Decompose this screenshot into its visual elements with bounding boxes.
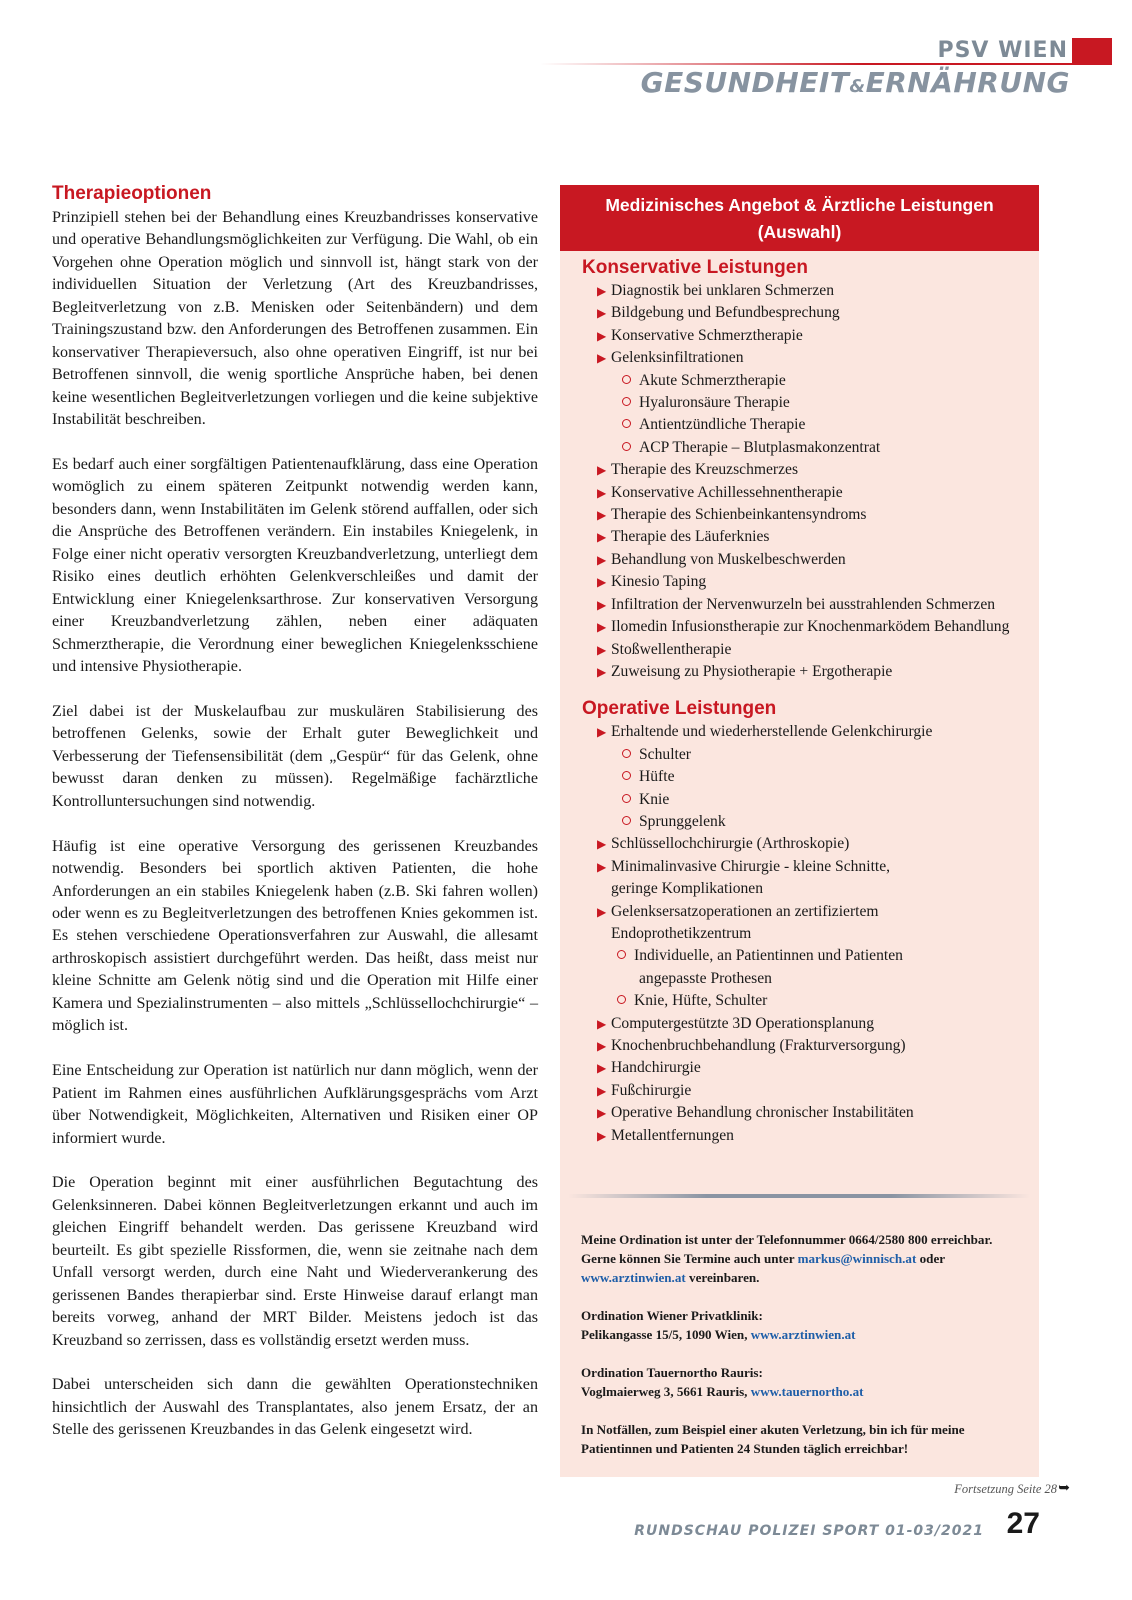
triangle-bullet-icon: ▶ <box>597 642 607 657</box>
triangle-bullet-icon: ▶ <box>597 664 607 679</box>
sub-list-item-continuation: angepasste Prothesen <box>639 969 772 987</box>
contact-divider <box>568 1194 1030 1198</box>
triangle-bullet-icon: ▶ <box>597 620 607 635</box>
title-part-2: ERNÄHRUNG <box>865 66 1070 99</box>
triangle-bullet-icon: ▶ <box>597 485 607 500</box>
arrow-right-icon: ➥ <box>1058 1481 1070 1496</box>
triangle-bullet-icon: ▶ <box>597 328 607 343</box>
contact-block <box>581 1230 1029 1477</box>
triangle-bullet-icon: ▶ <box>597 284 607 298</box>
conservative-heading: Konservative Leistungen <box>582 257 808 278</box>
article-paragraph: Es bedarf auch einer sorgfältigen Patientenaufklärung, dass eine Operation womöglich zu einem späteren Zeitpunkt notwendig werden kann, besonders dann, wenn Instabilitäten im Gelenk störend auffallen, oder sich die Ansprüche des Betroffenen verändern. Ein instabiles Kniegelenk, in Folge einer nicht operativ versorgten Kreuzbandverletzung, unterliegt dem Risiko eines deutlich erhöhten Gelenkverschleißes und damit der Entwicklung einer Kniegelenksarthrose. Zur konservativen Versorgung einer Kreuzbandverletzung zählen, neben einer adäquaten Schmerztherapie, die Verordnung einer beweglichen Kniegelenksschiene und intensive Physiotherapie. <box>52 455 538 676</box>
section-label: PSV WIEN <box>937 38 1068 63</box>
triangle-bullet-icon: ▶ <box>597 1061 607 1076</box>
operative-list <box>560 721 1039 1147</box>
services-box <box>560 185 1039 1477</box>
sub-list-item: Hüfte <box>622 766 1039 788</box>
list-item: ▶ Konservative Achillessehnentherapie <box>597 482 1039 504</box>
list-item <box>597 945 1039 1012</box>
email-link[interactable]: markus@winnisch.at <box>797 1251 917 1266</box>
sub-list-item: Knie <box>622 789 1039 811</box>
list-item: ▶ Minimalinvasive Chirurgie - kleine Schnitte, <box>597 856 1039 878</box>
article-column <box>52 183 538 1464</box>
conservative-list <box>560 280 1039 683</box>
list-item: ▶ Diagnostik bei unklaren Schmerzen <box>597 280 1039 302</box>
triangle-bullet-icon: ▶ <box>597 1039 607 1053</box>
title-part-1: GESUNDHEIT <box>640 66 850 99</box>
operative-heading: Operative Leistungen <box>582 698 777 720</box>
triangle-bullet-icon: ▶ <box>597 552 607 567</box>
list-item: ▶ Bildgebung und Befundbesprechung <box>597 302 1039 324</box>
circle-bullet-icon <box>622 397 631 406</box>
continuation-note: Fortsetzung Seite 28 <box>954 1482 1057 1496</box>
list-item: ▶ Operative Behandlung chronischer Instabilitäten <box>597 1102 1039 1124</box>
clinic-rauris-link[interactable]: www.tauernortho.at <box>750 1384 864 1399</box>
list-item: ▶ Computergestützte 3D Operationsplanung <box>597 1013 1039 1035</box>
services-box-subtitle: (Auswahl) <box>757 222 842 242</box>
triangle-bullet-icon: ▶ <box>597 351 607 366</box>
triangle-bullet-icon: ▶ <box>597 725 607 740</box>
list-item: ▶ Metallentfernungen <box>597 1125 1039 1147</box>
circle-bullet-icon <box>622 771 631 780</box>
clinic-rauris: Ordination Tauernortho Rauris: Voglmaierweg 3, 5661 Rauris, www.tauernortho.at <box>581 1365 864 1399</box>
list-item: ▶ Knochenbruchbehandlung (Frakturversorgung) <box>597 1035 1039 1057</box>
circle-bullet-icon <box>622 749 631 758</box>
list-item: ▶ Kinesio Taping <box>597 571 1039 593</box>
list-item: ▶ Stoßwellentherapie <box>597 639 1039 661</box>
article-paragraph: Prinzipiell stehen bei der Behandlung eines Kreuzbandrisses konservative und operative Behandlungsmöglichkeiten zur Verfügung. Die Wahl, ob ein Vorgehen ohne Operation möglich und sinnvoll ist, hängt stark von der individuellen Situation der Verletzung (Art des Kreuzbandrisses, Begleitverletzung von z.B. Menisken oder Seitenbändern) und dem Trainingszustand bzw. den Anforderungen des Betroffenen zusammen. Ein konservativer Therapieversuch, also ohne operativen Eingriff, ist nur bei Betroffenen sinnvoll, die wenig sportliche Ansprüche haben, bei denen keine wesentlichen Begleitverletzungen vorliegen und die keine subjektive Instabilität beschreiben. <box>52 209 538 429</box>
services-box-title: Medizinisches Angebot & Ärztliche Leistungen <box>605 195 994 215</box>
page-number: 27 <box>1006 1507 1040 1540</box>
list-item: ▶ Behandlung von Muskelbeschwerden <box>597 549 1039 571</box>
list-item: ▶ Handchirurgie <box>597 1057 1039 1079</box>
contact-intro: Meine Ordination ist unter der Telefonnummer 0664/2580 800 erreichbar. Gerne können Sie Termine auch unter markus@winnisch.at oder www.arztinwien.at vereinbaren. <box>581 1232 993 1285</box>
list-item: ▶ Schlüssellochchirurgie (Arthroskopie) <box>597 833 1039 855</box>
clinic-vienna-link[interactable]: www.arztinwien.at <box>750 1327 856 1342</box>
sub-list-item: Schulter <box>622 744 1039 766</box>
triangle-bullet-icon: ▶ <box>597 575 607 590</box>
sub-list-item: Antientzündliche Therapie <box>622 414 1039 436</box>
list-item: ▶ Erhaltende und wiederherstellende Gelenkchirurgie Schulter Hüfte Knie Sprunggelenk <box>597 721 1039 833</box>
sub-list-item: Akute Schmerztherapie <box>622 370 1039 392</box>
website-link[interactable]: www.arztinwien.at <box>581 1270 686 1285</box>
list-item: ▶ Therapie des Kreuzschmerzes <box>597 459 1039 481</box>
clinic-vienna: Ordination Wiener Privatklinik: Pelikangasse 15/5, 1090 Wien, www.arztinwien.at <box>581 1308 856 1342</box>
triangle-bullet-icon: ▶ <box>597 530 607 545</box>
list-item: ▶ Gelenksinfiltrationen Akute Schmerztherapie Hyaluronsäure Therapie Antientzündliche Therapie ACP Therapie – Blutplasmakonzentrat <box>597 347 1039 459</box>
list-item-continuation: Endoprothetikzentrum <box>611 924 752 942</box>
triangle-bullet-icon: ▶ <box>597 1128 607 1143</box>
header-rule <box>540 63 1080 65</box>
list-item-continuation: geringe Komplikationen <box>611 880 764 898</box>
list-item: ▶ Therapie des Läuferknies <box>597 526 1039 548</box>
sub-list-item: Sprunggelenk <box>622 811 1039 833</box>
list-item: ▶ Zuweisung zu Physiotherapie + Ergotherapie <box>597 661 1039 683</box>
triangle-bullet-icon: ▶ <box>597 1016 607 1031</box>
sub-list-item: ACP Therapie – Blutplasmakonzentrat <box>622 437 1039 459</box>
sub-list-item: Hyaluronsäure Therapie <box>622 392 1039 414</box>
list-item: ▶ Ilomedin Infusionstherapie zur Knochenmarködem Behandlung <box>597 616 1039 638</box>
article-paragraph: Dabei unterscheiden sich dann die gewählten Operationstechniken hinsichtlich der Auswahl des Transplantates, also jenem Ersatz, der an Stelle des gerissenen Kreuzbandes in das Gelenk eingesetzt wird. <box>52 1376 538 1439</box>
sub-list <box>597 945 1039 1012</box>
emergency-note: In Notfällen, zum Beispiel einer akuten Verletzung, bin ich für meine Patientinnen und Patienten 24 Stunden täglich erreichbar! <box>581 1422 965 1456</box>
article-heading: Therapieoptionen <box>52 183 212 204</box>
list-item: ▶ Therapie des Schienbeinkantensyndroms <box>597 504 1039 526</box>
article-paragraph: Ziel dabei ist der Muskelaufbau zur muskulären Stabilisierung des betroffenen Gelenks, sowie der Erhalt guter Beweglichkeit und Verbesserung der Tiefensensibilität (dem „Gespür“ für das Gelenk, ohne bewusst daran denken zu müssen). Regelmäßige fachärztliche Kontrolluntersuchungen sind notwendig. <box>52 702 538 810</box>
services-box-header <box>560 185 1039 251</box>
triangle-bullet-icon: ▶ <box>597 306 607 321</box>
circle-bullet-icon <box>622 375 631 384</box>
triangle-bullet-icon: ▶ <box>597 1106 607 1121</box>
triangle-bullet-icon: ▶ <box>597 463 607 478</box>
triangle-bullet-icon: ▶ <box>597 597 607 612</box>
title-amp: & <box>849 76 866 97</box>
sub-list-item: Individuelle, an Patientinnen und Patienten <box>617 945 1039 967</box>
list-item: ▶ Konservative Schmerztherapie <box>597 325 1039 347</box>
article-paragraph: Eine Entscheidung zur Operation ist natürlich nur dann möglich, wenn der Patient im Rahmen eines ausführlichen Aufklärungsgesprächs vom Arzt über Notwendigkeit, Möglichkeiten, Alternativen und Risiken einer OP informiert wurde. <box>52 1062 538 1147</box>
list-item: ▶ Gelenksersatzoperationen an zertifiziertem <box>597 901 1039 923</box>
sub-list-item: Knie, Hüfte, Schulter <box>617 990 1039 1012</box>
circle-bullet-icon <box>622 419 631 428</box>
triangle-bullet-icon: ▶ <box>597 508 607 523</box>
circle-bullet-icon <box>617 950 626 959</box>
article-paragraph: Die Operation beginnt mit einer ausführlichen Begutachtung des Gelenksinneren. Dabei können Begleitverletzungen erkannt und auch im gleichen Eingriff behandelt werden. Das gerissene Kreuzband wird beurteilt. Es gibt spezielle Rissformen, die, wenn sie zeitnahe nach dem Unfall versorgt werden, durch eine Naht und Wiederverankerung des gerissenen Bandes therapierbar sind. Erste Hinweise darauf erlangt man bereits vorweg, anhand der MRT Bilder. Meistens jedoch ist das Kreuzband so zerrissen, dass es vollständig ersetzt werden muss. <box>52 1174 538 1349</box>
triangle-bullet-icon: ▶ <box>597 1083 607 1098</box>
list-item: ▶ Fußchirurgie <box>597 1080 1039 1102</box>
circle-bullet-icon <box>622 794 631 803</box>
circle-bullet-icon <box>622 816 631 825</box>
triangle-bullet-icon: ▶ <box>597 837 607 852</box>
section-title <box>641 66 1070 99</box>
triangle-bullet-icon: ▶ <box>597 859 607 874</box>
article-paragraph: Häufig ist eine operative Versorgung des gerissenen Kreuzbandes notwendig. Besonders bei sportlich aktiven Patienten, die hohe Anforderungen an ein stabiles Kniegelenk haben (z.B. Ski fahren wollen) oder wenn es zu Begleitverletzungen des betroffenen Knies gekommen ist. Es stehen verschiedene Operationsverfahren zur Auswahl, die allesamt arthroskopisch assistiert durchgeführt werden. Das heißt, dass meist nur kleine Schnitte am Gelenk nötig sind und die Operation mit Hilfe einer Kamera und Spezialinstrumenten – also mittels „Schlüssellochchirurgie“ – möglich ist. <box>52 837 538 1035</box>
sub-list <box>597 370 1039 460</box>
list-item: ▶ Infiltration der Nervenwurzeln bei ausstrahlenden Schmerzen <box>597 594 1039 616</box>
header-red-block <box>1072 38 1112 65</box>
triangle-bullet-icon: ▶ <box>597 904 607 919</box>
sub-list <box>597 744 1039 834</box>
circle-bullet-icon <box>622 442 631 451</box>
circle-bullet-icon <box>617 995 626 1004</box>
magazine-name: RUNDSCHAU POLIZEI SPORT 01-03/2021 <box>634 1523 984 1539</box>
